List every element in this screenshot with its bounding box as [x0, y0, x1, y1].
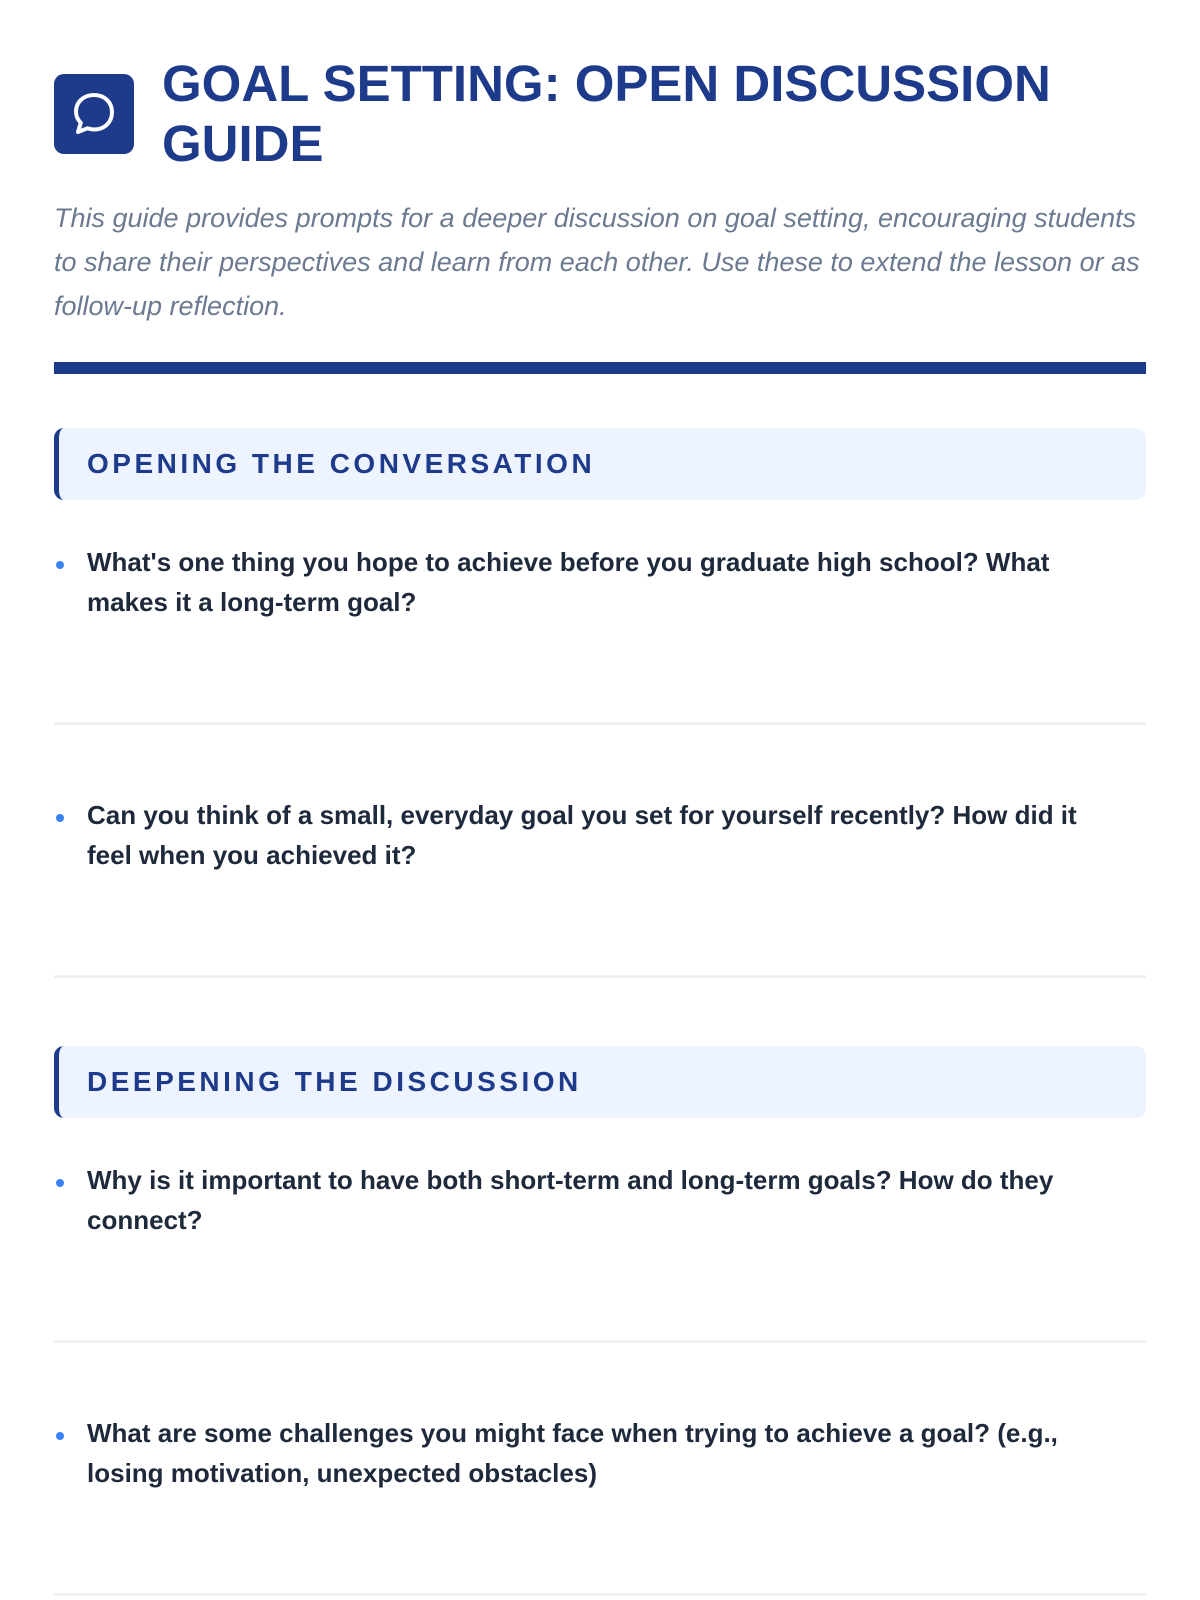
- discussion-prompt: [54, 1413, 1146, 1596]
- section-title: OPENING THE CONVERSATION: [87, 448, 596, 479]
- discussion-prompt: [54, 542, 1146, 725]
- bullet-dot: [56, 1179, 64, 1187]
- bullet-dot: [56, 1432, 64, 1440]
- speech-bubble-glyph: [68, 88, 120, 140]
- discussion-prompt: [54, 795, 1146, 978]
- prompt-text: What's one thing you hope to achieve before you graduate high school? What makes it a long-term goal?: [87, 547, 1050, 617]
- page-subtitle: This guide provides prompts for a deeper discussion on goal setting, encouraging students to share their perspectives and learn from each other. Use these to extend the lesson or as follow-up reflection.: [54, 203, 1140, 321]
- section-header-deepening: [54, 1046, 1146, 1118]
- section-header-opening: [54, 428, 1146, 500]
- page-title: GOAL SETTING: OPEN DISCUSSION GUIDE: [162, 55, 1051, 172]
- prompt-text: What are some challenges you might face when trying to achieve a goal? (e.g., losing motivation, unexpected obstacles): [87, 1418, 1058, 1488]
- prompt-text: Why is it important to have both short-term and long-term goals? How do they connect?: [87, 1165, 1054, 1235]
- bullet-dot: [56, 814, 64, 822]
- speech-bubble-icon: [54, 74, 134, 154]
- discussion-prompt: [54, 1160, 1146, 1343]
- page-header: [54, 54, 1146, 174]
- bullet-dot: [56, 561, 64, 569]
- prompt-text: Can you think of a small, everyday goal you set for yourself recently? How did it feel when you achieved it?: [87, 800, 1077, 870]
- section-title: DEEPENING THE DISCUSSION: [87, 1066, 582, 1097]
- header-divider: [54, 362, 1146, 374]
